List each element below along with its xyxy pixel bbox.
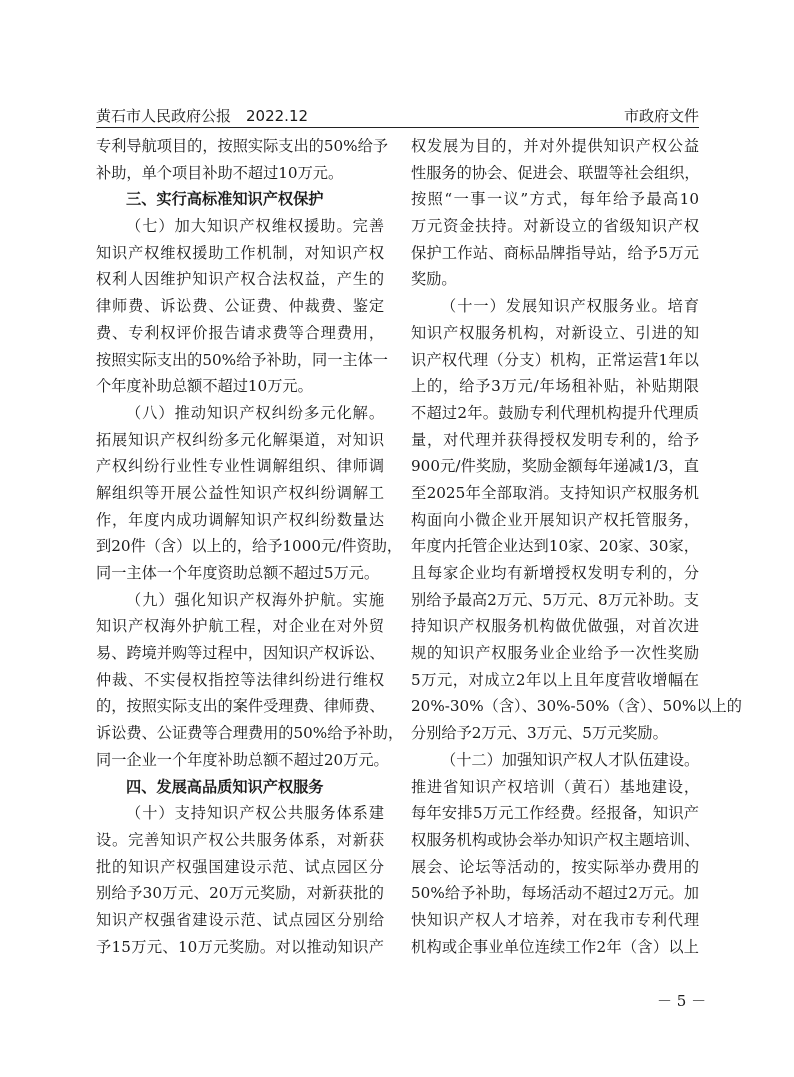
text-line: 诉讼费、公证费等合理费用的50%给予补助， [96,724,404,743]
text-line: （十二）加强知识产权人才队伍建设。 [441,750,700,769]
text-line: 知识产权强省建设示范、试点园区分别给 [96,910,384,929]
text-line: 保护工作站、商标品牌指导站，给予5万元 [411,243,699,262]
section-heading: 三、实行高标准知识产权保护 [126,190,324,209]
text-line: （十一）发展知识产权服务业。培育 [441,297,699,316]
text-line: 知识产权服务机构，对新设立、引进的知 [411,323,699,342]
text-line: 知识产权维权援助工作机制，对知识产权 [96,243,384,262]
text-line: 费、专利权评价报告请求费等合理费用， [96,323,384,342]
text-line: 上的，给予3万元/年场租补贴，补贴期限 [411,377,699,396]
text-line: 机构或企事业单位连续工作2年（含）以上 [411,937,699,956]
text-line: 快知识产权人才培养，对在我市专利代理 [411,910,699,929]
right-column [411,133,742,960]
text-line: 50%给予补助，每场活动不超过2万元。加 [411,884,699,903]
text-line: 每年安排5万元工作经费。经报备，知识产 [411,804,699,823]
text-line: 同一主体一个年度资助总额不超过5万元。 [96,564,380,582]
text-line: 予15万元、10万元奖励。对以推动知识产 [96,937,384,956]
text-line: 万元资金扶持。对新设立的省级知识产权 [411,217,699,236]
text-line: 的，按照实际支出的案件受理费、律师费、 [96,697,385,716]
text-line: 解组织等开展公益性知识产权纠纷调解工 [96,483,384,502]
text-line: 识产权代理（分支）机构，正常运营1年以 [411,350,699,369]
text-line: 分别给予2万元、3万元、5万元奖励。 [411,724,668,743]
text-line: 易、跨境并购等过程中，因知识产权诉讼、 [96,644,385,663]
text-line: 产权纠纷行业性专业性调解组织、律师调 [96,457,384,476]
text-line: 到20件（含）以上的，给予1000元/件资助， [96,537,403,556]
text-line: 权利人因维护知识产权合法权益，产生的 [96,270,384,289]
text-line: （九）强化知识产权海外护航。实施 [126,590,384,609]
text-line: 不超过2年。鼓励专利代理机构提升代理质 [411,403,699,422]
text-line: 900元/件奖励，奖励金额每年递减1/3，直 [411,457,699,476]
text-line: 权发展为目的，并对外提供知识产权公益 [411,137,699,155]
text-line: 年度内托管企业达到10家、20家、30家， [411,537,699,556]
text-line: 20%-30%（含）、30%-50%（含）、50%以上的 [411,697,742,716]
text-line: 且每家企业均有新增授权发明专利的，分 [411,564,699,582]
text-line: 构面向小微企业开展知识产权托管服务， [411,510,699,529]
page-header [96,105,699,127]
text-line: 律师费、诉讼费、公证费、仲裁费、鉴定 [96,297,384,316]
header-divider [96,127,699,128]
text-line: （十）支持知识产权公共服务体系建 [126,804,384,823]
text-line: 展会、论坛等活动的，按实际举办费用的 [411,857,699,876]
text-line: 个年度补助总额不超过10万元。 [96,377,313,396]
text-line: （七）加大知识产权维权援助。完善 [126,217,384,236]
section-label: 市政府文件 [623,107,699,125]
text-line: 作，年度内成功调解知识产权纠纷数量达 [96,510,384,529]
text-line: 补助，单个项目补助不超过10万元。 [96,163,344,182]
text-line: 设。完善知识产权公共服务体系，对新获 [96,830,384,849]
page-number: － 5 － [657,992,707,1010]
text-line: 量，对代理并获得授权发明专利的，给予 [411,430,699,449]
text-line: 按照实际支出的50%给予补助，同一主体一 [96,350,388,369]
text-line: 同一企业一个年度补助总额不超过20万元。 [96,750,389,769]
text-line: 5万元，对成立2年以上且年度营收增幅在 [411,670,699,689]
text-line: 奖励。 [411,270,457,289]
text-line: 权服务机构或协会举办知识产权主题培训、 [411,830,700,849]
left-column [96,133,404,960]
text-line: 别给予30万元、20万元奖励，对新获批的 [96,884,384,903]
text-line: 知识产权海外护航工程，对企业在对外贸 [96,617,384,636]
text-line: 持知识产权服务机构做优做强，对首次进 [411,617,699,636]
text-line: 按照“一事一议”方式，每年给予最高10 [411,190,699,209]
text-line: 拓展知识产权纠纷多元化解渠道，对知识 [96,430,384,449]
text-line: 专利导航项目的，按照实际支出的50%给予 [96,137,388,155]
text-line: 至2025年全部取消。支持知识产权服务机 [411,483,699,502]
section-heading: 四、发展高品质知识产权服务 [126,777,324,796]
text-line: 性服务的协会、促进会、联盟等社会组织， [411,163,700,182]
text-line: 规的知识产权服务业企业给予一次性奖励 [411,644,699,663]
text-line: 推进省知识产权培训（黄石）基地建设， [411,777,699,796]
text-line: 仲裁、不实侵权指控等法律纠纷进行维权 [96,670,384,689]
text-line: （八）推动知识产权纠纷多元化解。 [126,403,384,422]
text-line: 批的知识产权强国建设示范、试点园区分 [96,857,384,876]
text-line: 别给予最高2万元、5万元、8万元补助。支 [411,590,699,609]
gazette-title: 黄石市人民政府公报 2022.12 [96,107,309,125]
